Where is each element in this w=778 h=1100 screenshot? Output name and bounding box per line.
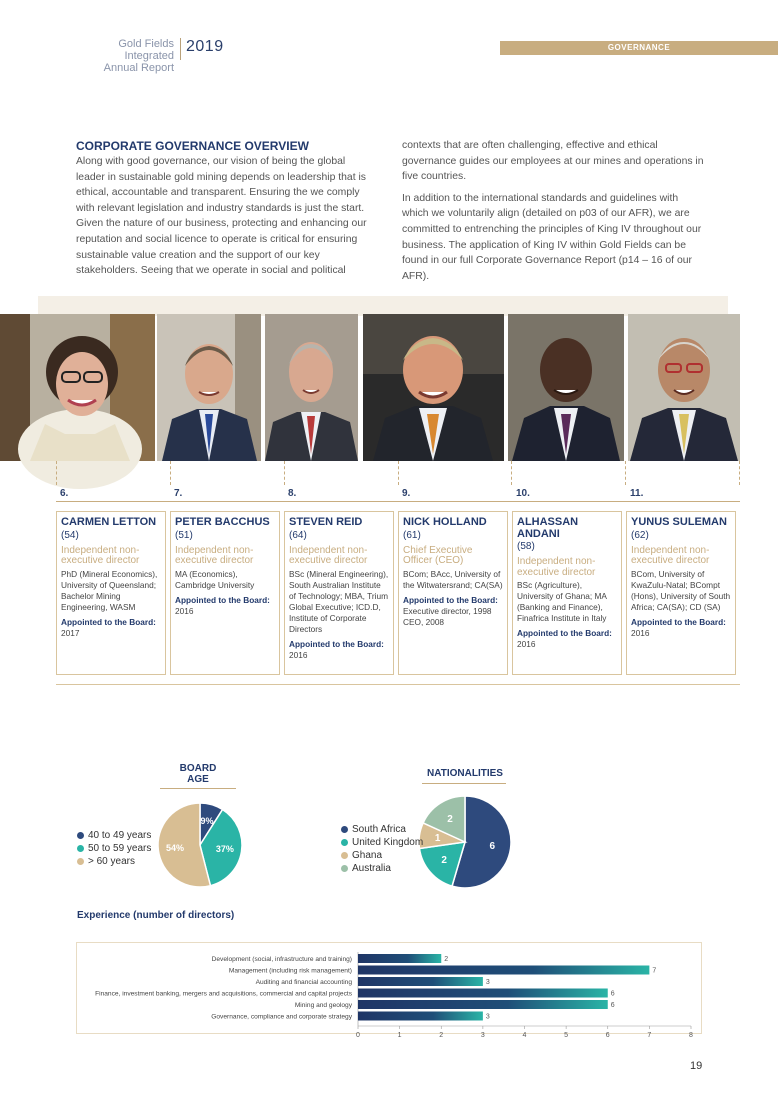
legend-label: 50 to 59 years xyxy=(88,843,152,854)
director-number: 11. xyxy=(630,488,644,499)
legend-item xyxy=(341,862,423,875)
bar-category-label: Development (social, infrastructure and training) xyxy=(211,956,352,963)
intro-column-2 xyxy=(402,138,707,284)
director-card-suleman xyxy=(626,511,736,675)
appointed-value: 2016 xyxy=(175,605,194,616)
divider xyxy=(56,684,740,685)
bar-category-label: Mining and geology xyxy=(294,1002,352,1009)
director-age: (54) xyxy=(61,529,79,541)
bar-category-label: Management (including risk management) xyxy=(228,967,352,975)
bar xyxy=(358,954,441,963)
director-age: (62) xyxy=(631,529,649,541)
bar-value-label: 6 xyxy=(610,990,615,998)
director-photo-bacchus xyxy=(157,314,261,461)
brand-logo xyxy=(76,38,174,74)
appointed-value: 2017 xyxy=(61,627,80,638)
bar-category-label: Finance, investment banking, mergers and acquisitions, commercial and capital projects xyxy=(95,990,352,998)
bar-category-label: Auditing and financial accounting xyxy=(255,979,352,986)
legend-label: Ghana xyxy=(352,850,383,861)
bar xyxy=(358,977,483,986)
page-number: 19 xyxy=(690,1060,703,1072)
director-card-bacchus xyxy=(170,511,280,675)
experience-bar-chart xyxy=(76,942,702,1039)
director-number: 6. xyxy=(60,488,69,499)
appointed-label: Appointed to the Board: xyxy=(631,616,726,627)
bar xyxy=(358,966,649,975)
director-name: PETER BACCHUS xyxy=(175,516,270,528)
bar-value-label: 2 xyxy=(444,956,449,963)
bar xyxy=(358,989,608,998)
pie-label: 2 xyxy=(441,855,447,867)
pie-label: 6 xyxy=(489,840,496,852)
appointed-value: 2016 xyxy=(517,639,536,649)
report-year: 2019 xyxy=(186,38,224,55)
director-qualifications: BCom; BAcc, University of the Witwatersrand; CA(SA) xyxy=(403,568,503,590)
legend-item xyxy=(341,823,423,836)
legend-swatch xyxy=(77,858,84,865)
director-qualifications: BSc (Mineral Engineering), South Australian Institute of Technology; MBA, Trium Global Executive; ICD.D, Institute of Corporate Directors xyxy=(289,568,389,634)
director-photo-andani xyxy=(508,314,624,461)
pie-label: 54% xyxy=(165,843,185,854)
director-name: STEVEN REID xyxy=(289,516,363,528)
intro-paragraph: In addition to the international standards and guidelines with which we voluntarily align (detailed on p03 of our AFR), we are committed to entrenching the principles of King IV throughout our business. The application of King IV within Gold Fields can be found in our full Corporate Governance Report (p14 – 16 of our AFR). xyxy=(402,192,702,282)
appointed-label: Appointed to the Board: xyxy=(175,594,270,605)
pie-label: 1 xyxy=(434,833,441,845)
legend-swatch xyxy=(341,865,348,872)
director-name: YUNUS SULEMAN xyxy=(631,516,727,528)
director-role: Independent non-executive director xyxy=(631,544,710,566)
nationalities-pie xyxy=(415,792,515,892)
director-card-holland xyxy=(398,511,508,675)
director-name: NICK HOLLAND xyxy=(403,516,487,528)
director-number: 9. xyxy=(402,488,411,499)
legend-swatch xyxy=(341,839,348,846)
brand-suffix: Integrated xyxy=(124,50,174,62)
legend-swatch xyxy=(77,845,84,852)
director-role: Independent non-executive director xyxy=(289,544,368,566)
leader-line xyxy=(511,461,512,485)
director-name: CARMEN LETTON xyxy=(61,516,157,528)
appointed-label: Appointed to the Board: xyxy=(289,638,384,649)
legend-label: United Kingdom xyxy=(352,837,424,848)
legend-item xyxy=(77,842,151,855)
tick-label: 7 xyxy=(647,1032,652,1039)
director-role: Independent non-executive director xyxy=(517,556,596,578)
bar-value-label: 6 xyxy=(610,1002,615,1009)
brand-divider xyxy=(180,38,181,60)
bar-value-label: 3 xyxy=(485,979,490,986)
director-card-andani xyxy=(512,511,622,675)
pie-label: 2 xyxy=(447,813,453,825)
director-age: (58) xyxy=(517,541,535,552)
legend-item xyxy=(341,836,423,849)
divider xyxy=(160,788,236,789)
leader-line xyxy=(284,461,285,485)
leader-line xyxy=(625,461,626,485)
intro-paragraph: contexts that are often challenging, effective and ethical governance guides our employees at our mines and operations in five countries. xyxy=(402,140,704,183)
appointed-value: 2016 xyxy=(289,649,308,660)
legend-label: South Africa xyxy=(352,824,406,835)
board-age-title: BOARD AGE xyxy=(179,763,217,785)
bar xyxy=(358,1012,483,1021)
tick-label: 6 xyxy=(605,1032,610,1039)
director-role: Independent non-executive director xyxy=(61,544,140,566)
legend-item xyxy=(341,849,423,862)
tick-label: 5 xyxy=(564,1032,569,1039)
tick-label: 3 xyxy=(480,1032,485,1039)
director-photo-holland xyxy=(363,314,504,461)
divider xyxy=(422,783,506,784)
appointed-label: Appointed to the Board: xyxy=(61,616,156,627)
director-photo-letton xyxy=(0,314,155,461)
tick-label: 1 xyxy=(397,1032,402,1039)
director-photo-reid xyxy=(265,314,358,461)
director-photo-suleman xyxy=(628,314,740,461)
legend-swatch xyxy=(341,826,348,833)
director-age: (61) xyxy=(403,529,421,541)
brand-line2: Annual Report xyxy=(103,62,174,74)
experience-title: Experience (number of directors) xyxy=(77,910,235,921)
nationalities-legend xyxy=(341,823,423,875)
director-qualifications: BCom, University of KwaZulu-Natal; BCompt (Hons), University of South Africa; CA(SA); CD (SA) xyxy=(631,568,731,612)
board-age-pie xyxy=(150,795,250,895)
appointed-label: Appointed to the Board: xyxy=(403,594,498,605)
pie-label: 9% xyxy=(200,815,214,826)
tick-label: 2 xyxy=(439,1032,444,1039)
intro-column-1: Along with good governance, our vision of being the global leader in sustainable gold mining depends on leadership that is ethical, accountable and transparent. Ensuring the we comply with relevant legislation and industry standards is just the start. Given the nature of our business, protecting and enhancing our reputation and social licence to operate is critical for ensuring sustainable value creation and the support of our key stakeholders. Seeing that we operate in social and political xyxy=(76,156,367,277)
tick-label: 8 xyxy=(689,1032,693,1039)
bar-category-label: Governance, compliance and corporate strategy xyxy=(211,1013,352,1021)
section-tab[interactable]: GOVERNANCE xyxy=(500,41,778,55)
legend-item xyxy=(77,829,151,842)
director-role: Independent non-executive director xyxy=(175,544,254,566)
director-card-letton xyxy=(56,511,166,675)
legend-label: > 60 years xyxy=(88,856,135,867)
divider xyxy=(56,501,740,502)
brand-name: Gold Fields xyxy=(118,38,174,50)
director-card-reid xyxy=(284,511,394,675)
legend-swatch xyxy=(77,832,84,839)
legend-swatch xyxy=(341,852,348,859)
director-qualifications: BSc (Agriculture), University of Ghana; MA (Banking and Finance), Finafrica Institute in Italy xyxy=(517,580,607,623)
leader-line xyxy=(739,461,740,485)
director-number: 8. xyxy=(288,488,297,499)
photo-band xyxy=(38,296,728,316)
tick-label: 4 xyxy=(522,1032,527,1039)
legend-item xyxy=(77,855,151,868)
legend-label: Australia xyxy=(352,863,391,874)
tick-label: 0 xyxy=(356,1032,360,1039)
director-qualifications: PhD (Mineral Economics), University of Queensland; Bachelor Mining Engineering, WASM xyxy=(61,568,158,612)
board-age-legend xyxy=(77,829,151,868)
appointed-label: Appointed to the Board: xyxy=(517,628,612,638)
director-number: 10. xyxy=(516,488,530,499)
director-qualifications: MA (Economics), Cambridge University xyxy=(175,568,255,590)
bar-value-label: 7 xyxy=(652,967,657,975)
appointed-value: Executive director, 1998 CEO, 2008 xyxy=(403,605,492,627)
pie-label: 37% xyxy=(215,843,234,854)
director-name: ALHASSAN ANDANI xyxy=(517,516,579,540)
director-number: 7. xyxy=(174,488,183,499)
director-age: (64) xyxy=(289,529,307,541)
legend-label: 40 to 49 years xyxy=(88,830,152,841)
director-role: Chief Executive Officer (CEO) xyxy=(403,544,473,566)
director-age: (51) xyxy=(175,529,193,541)
appointed-value: 2016 xyxy=(631,627,650,638)
nationalities-title: NATIONALITIES xyxy=(427,768,503,779)
bar-value-label: 3 xyxy=(485,1013,490,1021)
leader-line xyxy=(170,461,171,485)
bar xyxy=(358,1000,608,1009)
intro-title: CORPORATE GOVERNANCE OVERVIEW xyxy=(76,139,309,153)
leader-line xyxy=(56,461,57,485)
leader-line xyxy=(398,461,399,485)
